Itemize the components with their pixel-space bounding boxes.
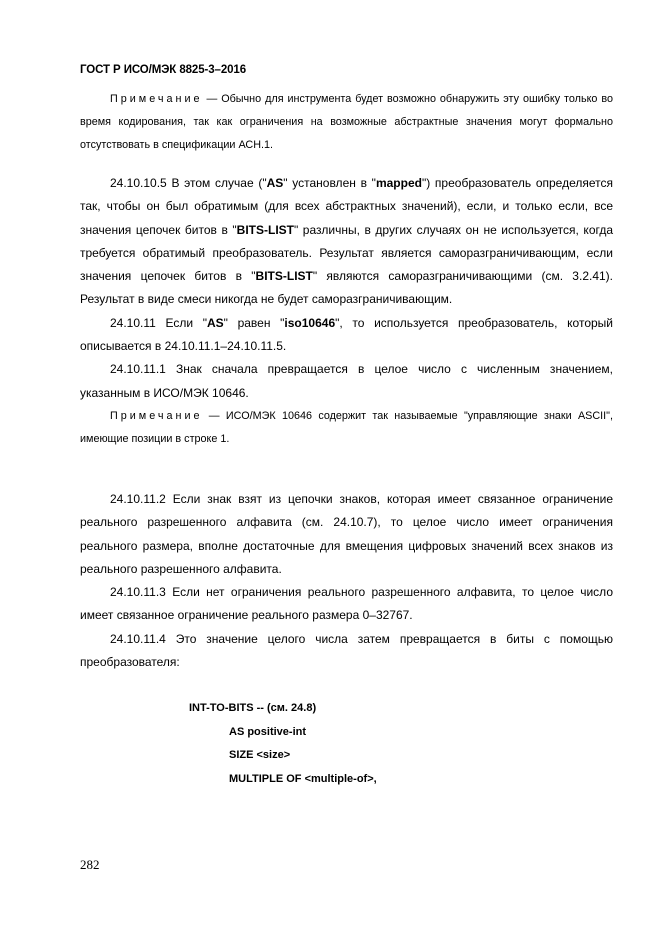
note-dash: — [202, 409, 226, 422]
paragraph-24-10-11-4: 24.10.11.4 Это значение целого числа затем превращается в биты с помощью преобразователя: [80, 631, 613, 670]
keyword-bits-list: BITS-LIST [255, 269, 313, 284]
keyword-iso10646: iso10646 [284, 315, 336, 330]
keyword-bits-list: BITS-LIST [236, 222, 294, 237]
paragraph-24-10-11-1: 24.10.11.1 Знак сначала превращается в целое число с численным значением, указанным в ИСО/МЭК 10646. [80, 362, 613, 400]
paragraph-24-10-10-5 [80, 172, 613, 451]
note-text: ИСО/МЭК 10646 содержит так называемые "управляющие знаки ASCII", имеющие позиции в строке 1. [80, 409, 614, 446]
code-line: AS positive-int [229, 725, 307, 738]
text-run: ", то используется преобразователь, который описывается в 24.10.11.1–24.10.11.5. [80, 315, 613, 354]
keyword-mapped: mapped [375, 176, 422, 190]
code-line: SIZE <size> [229, 749, 291, 761]
text-run: 24.10.11 Если " [110, 315, 207, 330]
text-run: ") преобразователь определяется так, чтобы он был обратимым (для всех абстрактных значений), если, и только если, все значения цепочек битов в " [80, 176, 614, 237]
code-line: MULTIPLE OF <multiple-of>, [229, 772, 377, 785]
keyword-as: AS [266, 176, 284, 190]
page-number: 282 [80, 857, 100, 872]
keyword-as: AS [206, 315, 224, 330]
code-line: INT-TO-BITS -- (см. 24.8) [189, 702, 317, 714]
paragraph-24-10-11-2: 24.10.11.2 Если знак взят из цепочки знаков, которая имеет связанное ограничение реального разрешенного алфавита (см. 24.10.7), то целое число имеет ограничения реального размера, вполне достаточные для вмещения цифровых значений всех знаков из реального разрешенного алфавита. [80, 492, 613, 576]
note-label: Примечание [110, 409, 203, 422]
note-text: Обычно для инструмента будет возможно обнаружить эту ошибку только во время кодирования, так как ограничения на возможные абстрактные значения могут формально отсутствовать в спецификации АСН.1. [80, 93, 613, 152]
paragraph-group-2 [80, 488, 613, 674]
note-dash: — [202, 93, 222, 105]
paragraph-24-10-11-3: 24.10.11.3 Если нет ограничения реального разрешенного алфавита, то целое число имеет связанное ограничение реального размера 0–32767. [80, 585, 613, 623]
note-label: Примечание [110, 93, 203, 105]
text-run: " равен " [223, 315, 285, 330]
code-block [189, 697, 377, 791]
text-run: " являются саморазграничивающими (см. 3.2.41). Результат в виде смеси никогда не будет саморазграничивающим. [80, 269, 613, 307]
note-1 [80, 88, 613, 157]
document-header: ГОСТ Р ИСО/МЭК 8825-3–2016 [80, 64, 247, 76]
text-run: " различны, в других случаях он не используется, когда требуется обратимый преобразователь. Результат является саморазграничивающим, если значения цепочек битов в " [80, 222, 614, 284]
text-run: " установлен в " [283, 176, 376, 190]
text-run: 24.10.10.5 В этом случае (" [110, 176, 267, 190]
